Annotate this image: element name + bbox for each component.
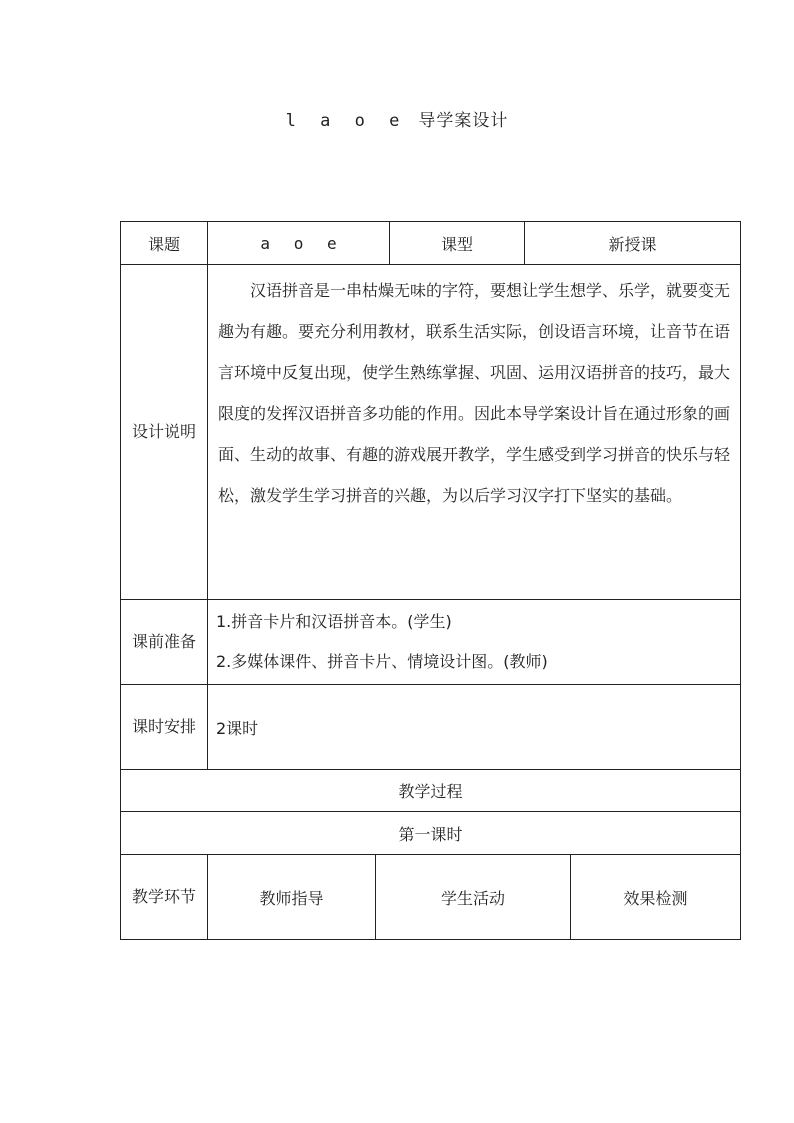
process-header-row xyxy=(121,770,741,812)
schedule-label: 课时安排 xyxy=(121,685,208,770)
column-stage: 教学环节 xyxy=(121,855,208,940)
topic-value: a o e xyxy=(208,222,390,265)
prep-row xyxy=(121,600,741,685)
type-value: 新授课 xyxy=(525,222,741,265)
prep-item-1: 1.拼音卡片和汉语拼音本。(学生) xyxy=(216,612,452,631)
prep-item-2: 2.多媒体课件、拼音卡片、情境设计图。(教师) xyxy=(216,652,548,671)
design-text-cell xyxy=(208,265,741,600)
schedule-value: 2课时 xyxy=(208,685,741,770)
schedule-row xyxy=(121,685,741,770)
column-check: 效果检测 xyxy=(571,855,741,940)
column-header-row xyxy=(121,855,741,940)
column-teacher: 教师指导 xyxy=(208,855,376,940)
topic-label: 课题 xyxy=(121,222,208,265)
design-label: 设计说明 xyxy=(121,265,208,600)
lesson-header-row xyxy=(121,812,741,855)
design-text: 汉语拼音是一串枯燥无味的字符，要想让学生想学、乐学，就要变无趣为有趣。要充分利用教材，联系生活实际，创设语言环境，让音节在语言环境中反复出现，使学生熟练掌握、巩固、运用汉语拼音的技巧，最大限度的发挥汉语拼音多功能的作用。因此本导学案设计旨在通过形象的画面、生动的故事、有趣的游戏展开教学，学生感受到学习拼音的快乐与轻松，激发学生学习拼音的兴趣，为以后学习汉字打下坚实的基础。 xyxy=(218,281,731,505)
title-pinyin: l a o e xyxy=(285,111,401,131)
prep-cell xyxy=(208,600,741,685)
design-row xyxy=(121,265,741,600)
document-title xyxy=(0,106,794,131)
lesson-header: 第一课时 xyxy=(121,812,741,855)
process-header: 教学过程 xyxy=(121,770,741,812)
prep-label: 课前准备 xyxy=(121,600,208,685)
type-label: 课型 xyxy=(390,222,525,265)
topic-row xyxy=(121,222,741,265)
column-student: 学生活动 xyxy=(376,855,571,940)
title-text: 导学案设计 xyxy=(418,111,509,131)
lesson-plan-table xyxy=(120,221,741,940)
